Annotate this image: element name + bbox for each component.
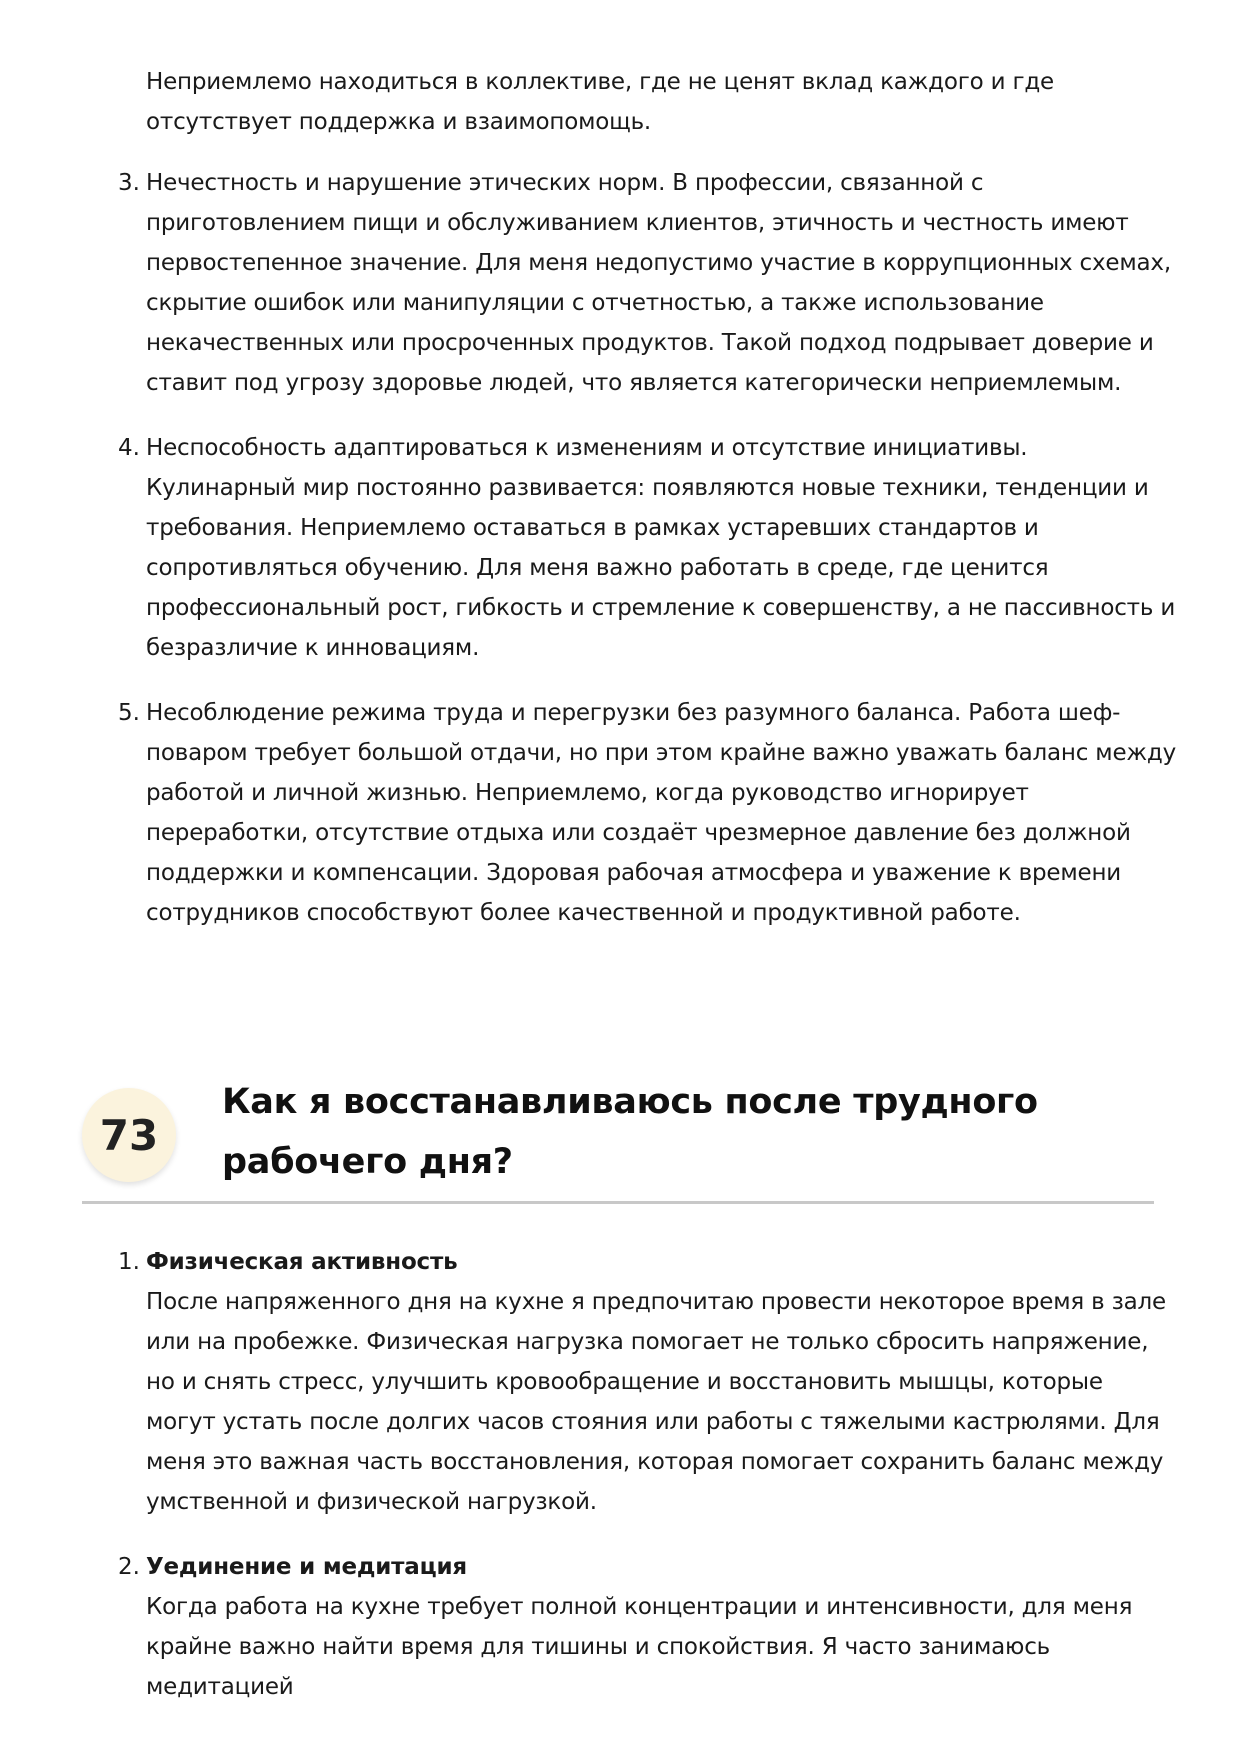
list-item-number: 3.: [118, 170, 140, 196]
section-divider: [82, 1201, 1154, 1204]
intro-paragraph: Неприемлемо находиться в коллективе, где не ценят вклад каждого и где отсутствует поддержка и взаимопомощь.: [146, 69, 1055, 135]
list-item-number: 1.: [118, 1249, 140, 1275]
section-title: Как я восстанавливаюсь после трудного рабочего дня?: [222, 1082, 1038, 1182]
list-item: [0, 1547, 1239, 1707]
list-item-number: 4.: [118, 435, 140, 461]
list-item-text: Когда работа на кухне требует полной концентрации и интенсивности, для меня крайне важно найти время для тишины и спокойствия. Я часто занимаюсь медитацией: [146, 1594, 1133, 1700]
list-item-text: После напряженного дня на кухне я предпочитаю провести некоторое время в зале или на пробежке. Физическая нагрузка помогает не только сбросить напряжение, но и снять стресс, улучшить кровообращение и восстановить мышцы, которые могут устать после долгих часов стояния или работы с тяжелыми кастрюлями. Для меня это важная часть восстановления, которая помогает сохранить баланс между умственной и физической нагрузкой.: [146, 1289, 1166, 1515]
list-item-number: 2.: [118, 1554, 140, 1580]
section-header: [82, 1062, 1154, 1202]
list-item-text: Нечестность и нарушение этических норм. В профессии, связанной с приготовлением пищи и обслуживанием клиентов, этичность и честность имеют первостепенное значение. Для меня недопустимо участие в коррупционных схемах, скрытие ошибок или манипуляции с отчетностью, а также использование некачественных или просроченных продуктов. Такой подход подрывает доверие и ставит под угрозу здоровье людей, что является категорически неприемлемым.: [146, 170, 1171, 396]
list-item-title: Физическая активность: [146, 1249, 458, 1275]
list-item-text: Неспособность адаптироваться к изменениям и отсутствие инициативы. Кулинарный мир постоянно развивается: появляются новые техники, тенденции и требования. Неприемлемо оставаться в рамках устаревших стандартов и сопротивляться обучению. Для меня важно работать в среде, где ценится профессиональный рост, гибкость и стремление к совершенству, а не пассивность и безразличие к инновациям.: [146, 435, 1176, 661]
list-item-title: Уединение и медитация: [146, 1554, 467, 1580]
list-item: [0, 163, 1239, 403]
list-item-text: Несоблюдение режима труда и перегрузки без разумного баланса. Работа шеф-поваром требует большой отдачи, но при этом крайне важно уважать баланс между работой и личной жизнью. Неприемлемо, когда руководство игнорирует переработки, отсутствие отдыха или создаёт чрезмерное давление без должной поддержки и компенсации. Здоровая рабочая атмосфера и уважение к времени сотрудников способствуют более качественной и продуктивной работе.: [146, 700, 1177, 926]
list-item: [0, 428, 1239, 668]
list-item-number: 5.: [118, 700, 140, 726]
recovery-list: [0, 1242, 1239, 1732]
section-number-badge: 73: [82, 1088, 176, 1182]
unacceptable-list: [0, 163, 1239, 958]
list-item: [0, 693, 1239, 933]
list-item: [0, 1242, 1239, 1522]
